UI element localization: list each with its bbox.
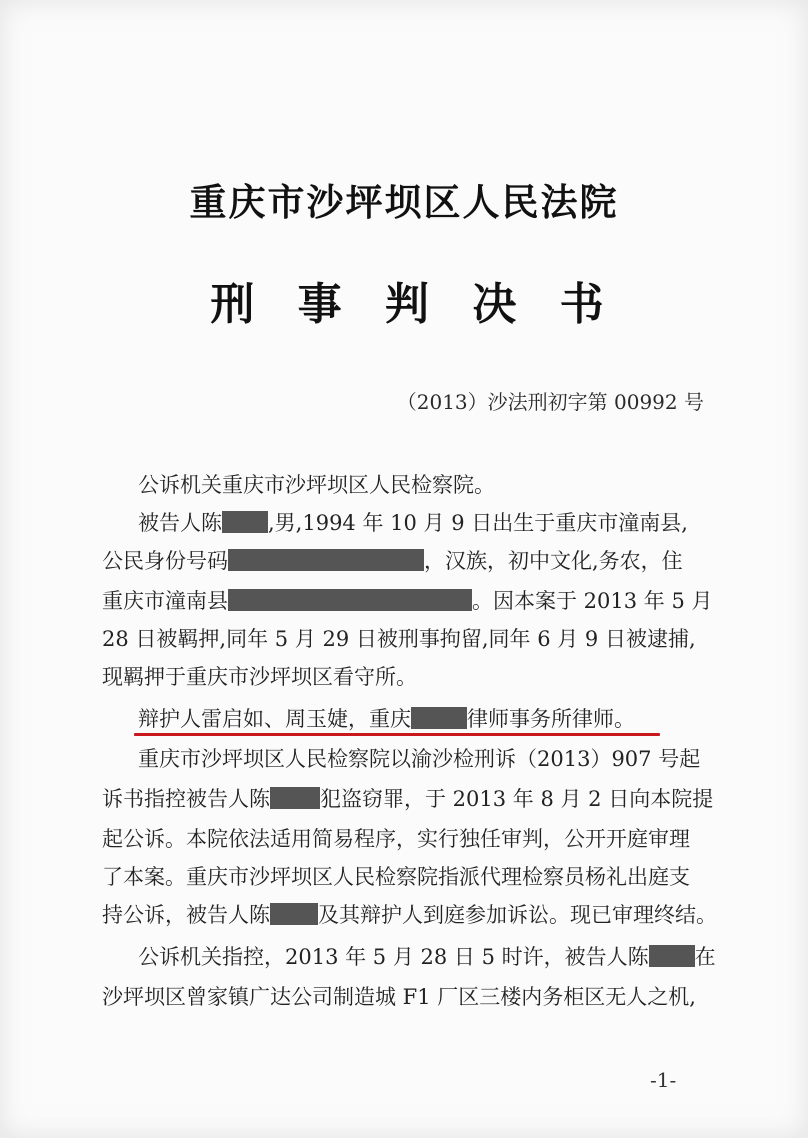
- redacted-name: [270, 903, 318, 925]
- body-text: 持公诉，被告人陈: [102, 903, 270, 927]
- body-text: 律师事务所律师。: [467, 707, 635, 731]
- body-text: 了本案。重庆市沙坪坝区人民检察院指派代理检察员杨礼出庭支: [102, 865, 690, 889]
- body-text: 28 日被羁押,同年 5 月 29 日被刑事拘留,同年 6 月 9 日被逮捕,: [102, 627, 696, 651]
- prosecutor-line: [138, 470, 714, 500]
- body-text: ,男,1994 年 10 月 9 日出生于重庆市潼南县,: [268, 511, 688, 535]
- case-number: （2013）沙法刑初字第 00992 号: [396, 390, 704, 414]
- detention-line: [102, 662, 714, 692]
- body-text: 公民身份号码: [102, 549, 228, 573]
- red-underline-annotation: [134, 733, 660, 736]
- procedure-line: [102, 824, 714, 854]
- body-text: 重庆市沙坪坝区人民检察院以渝沙检刑诉（2013）907 号起: [138, 747, 701, 771]
- charge-line: [102, 784, 714, 814]
- body-text: 。因本案于 2013 年 5 月: [472, 589, 713, 613]
- body-text: 及其辩护人到庭参加诉讼。现已审理终结。: [318, 903, 717, 927]
- redacted-address: [228, 589, 472, 611]
- body-text: 起公诉。本院依法适用简易程序，实行独任审判，公开开庭审理: [102, 827, 690, 851]
- body-text: 公诉机关重庆市沙坪坝区人民检察院。: [138, 473, 495, 497]
- custody-line: [102, 624, 714, 654]
- indictment-line: [138, 744, 714, 774]
- document-type-title: 刑 事 判 决 书: [210, 279, 618, 330]
- body-text: 沙坪坝区曾家镇广达公司制造城 F1 厂区三楼内务柜区无人之机,: [102, 985, 696, 1009]
- defense-counsel-line: [138, 704, 714, 734]
- redacted-id-number: [228, 549, 424, 571]
- allegation-line: [138, 942, 714, 972]
- address-line: [102, 586, 714, 616]
- body-text: 被告人陈: [138, 511, 222, 535]
- redacted-law-firm: [411, 707, 467, 729]
- court-name-heading: 重庆市沙坪坝区人民法院: [189, 180, 619, 224]
- defendant-line: [138, 508, 714, 538]
- attendance-line: [102, 900, 717, 930]
- page-number: -1-: [650, 1068, 677, 1092]
- body-text: 辩护人雷启如、周玉婕，重庆: [138, 707, 411, 731]
- body-text: 犯盗窃罪，于 2013 年 8 月 2 日向本院提: [320, 787, 714, 811]
- body-text: 现羁押于重庆市沙坪坝区看守所。: [102, 665, 417, 689]
- id-number-line: [102, 546, 714, 576]
- redacted-name: [270, 787, 320, 809]
- redacted-name: [222, 511, 268, 533]
- body-text: 重庆市潼南县: [102, 589, 228, 613]
- body-text: 诉书指控被告人陈: [102, 787, 270, 811]
- body-text: ，汉族，初中文化,务农，住: [424, 549, 683, 573]
- body-text: 公诉机关指控，2013 年 5 月 28 日 5 时许，被告人陈: [138, 945, 649, 969]
- trial-line: [102, 862, 714, 892]
- body-text: 在: [694, 945, 716, 969]
- location-line: [102, 982, 714, 1012]
- redacted-name: [649, 945, 695, 967]
